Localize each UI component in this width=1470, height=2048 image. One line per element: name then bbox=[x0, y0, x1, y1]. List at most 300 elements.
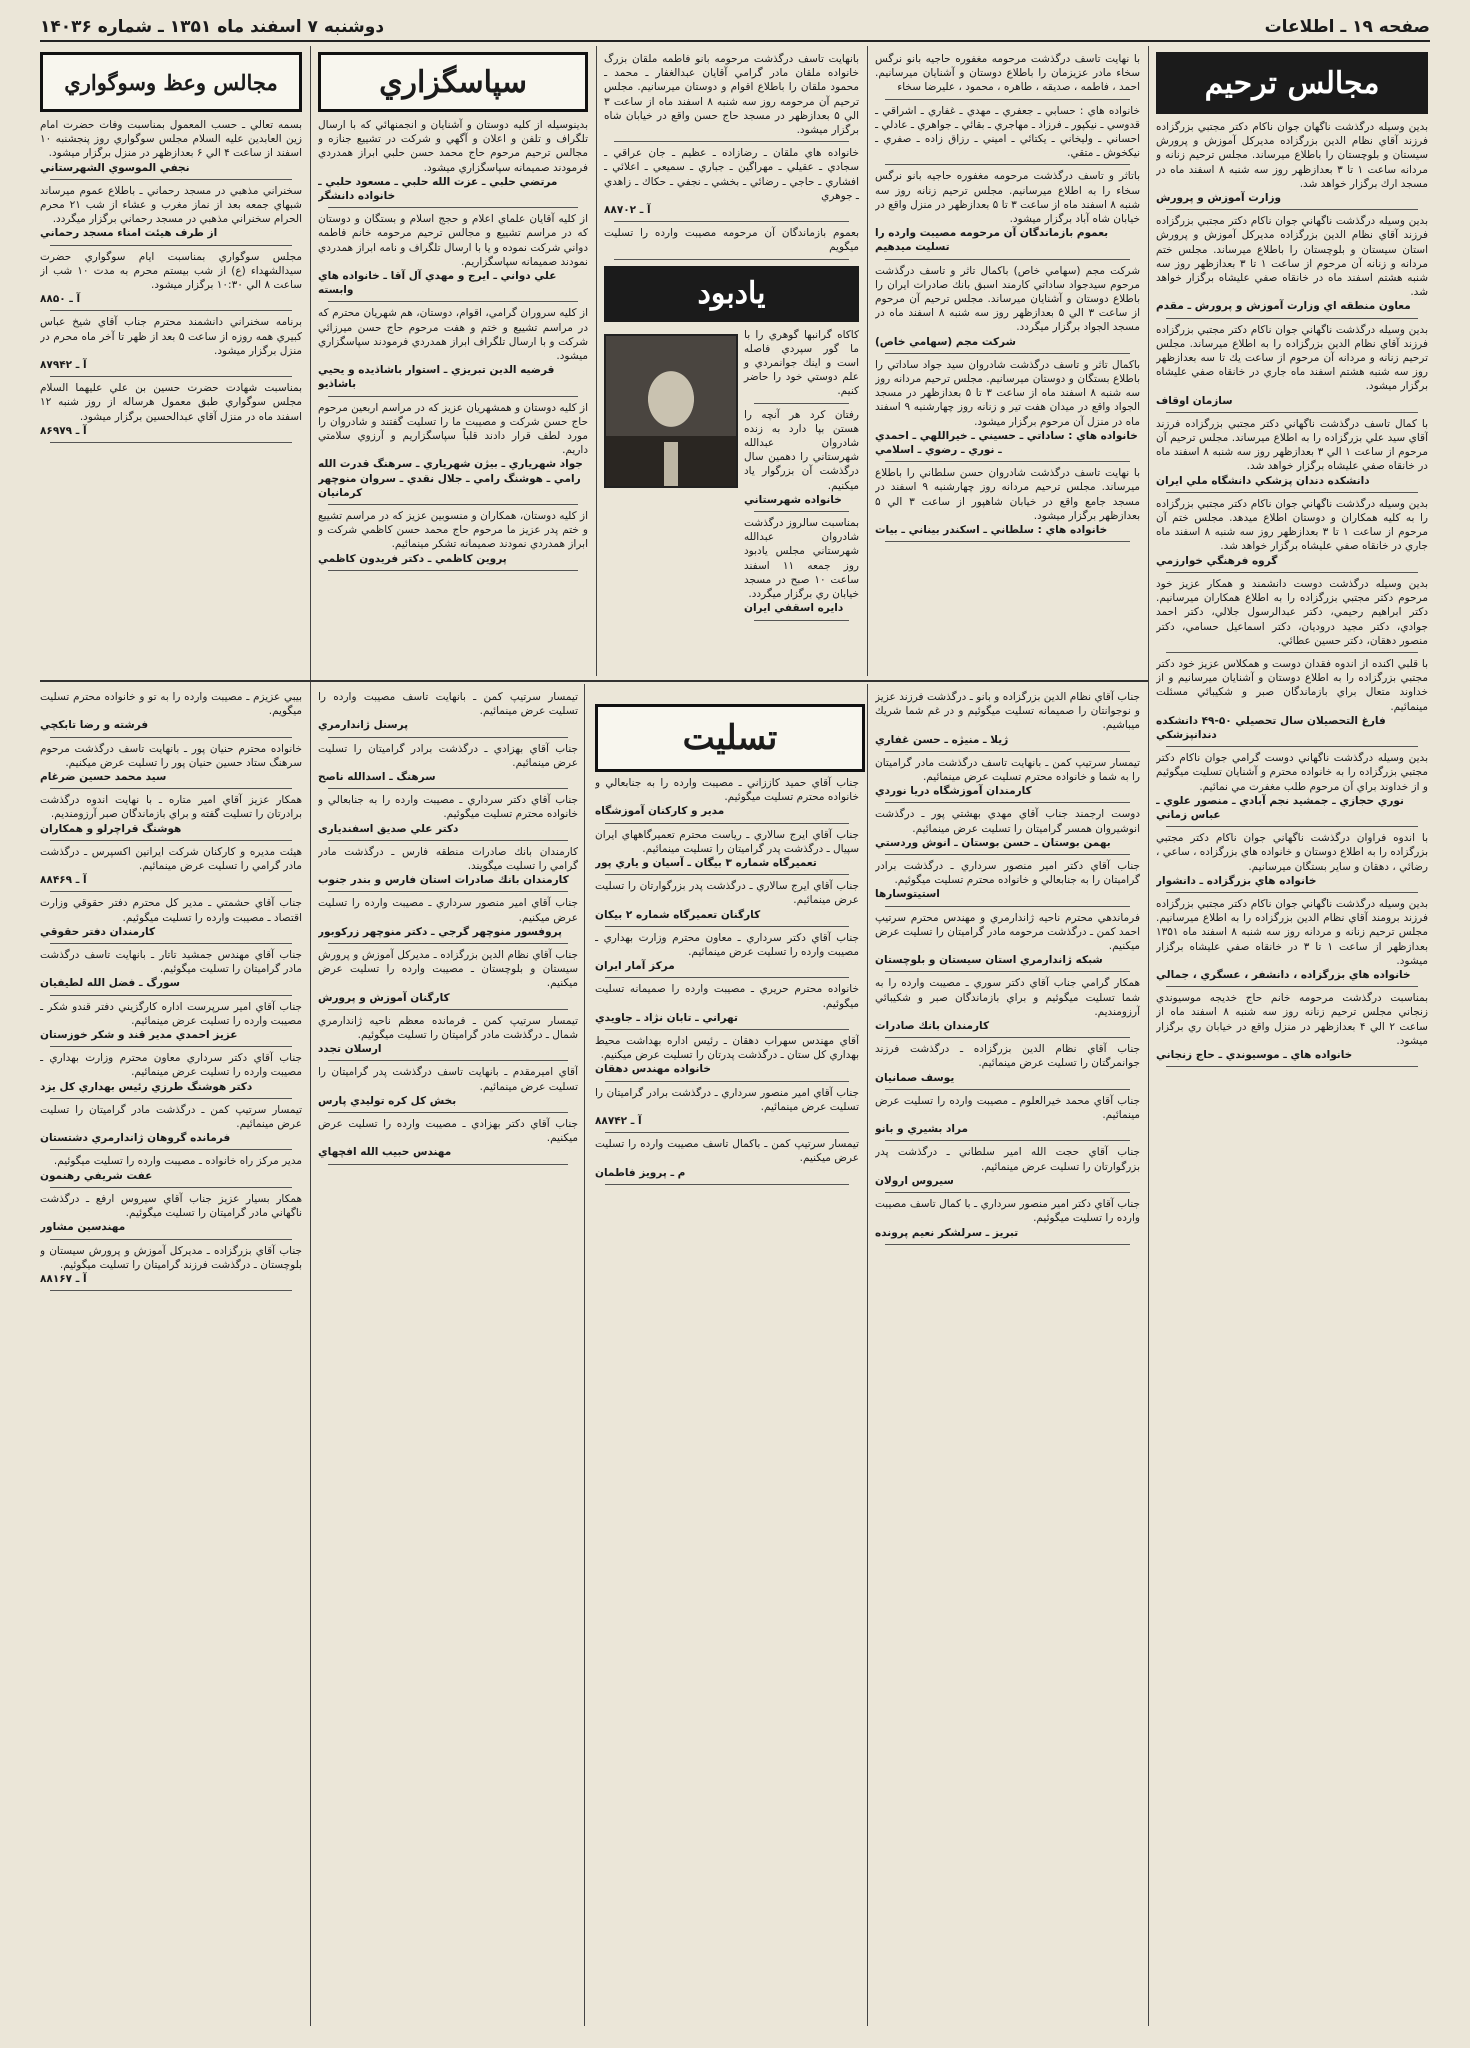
notice-signature: جواد شهرياري ـ بيژن شهرياري ـ سرهنگ قدرت الله رامي ـ هوشنگ رامي ـ جلال نقدي ـ سروان منوچهر كرمانيان bbox=[318, 458, 583, 499]
notice-item bbox=[875, 807, 1140, 850]
notice-item bbox=[1156, 751, 1428, 822]
notice-item bbox=[318, 306, 588, 391]
notice-separator bbox=[754, 511, 849, 512]
notice-text: بمناسبت سالروز درگذشت شادروان عبدالله شهرستاني مجلس يادبود روز جمعه ۱۱ اسفند ساعت ۱۰ صبح در مسجد خيابان ري برگزار ميگردد. bbox=[744, 517, 859, 601]
notice-signature: آ ـ ۸۸۷۴۲ bbox=[595, 1115, 642, 1128]
notice-item bbox=[604, 226, 859, 254]
notice-item bbox=[595, 1137, 859, 1180]
notice-text: با قلبي اكنده از اندوه فقدان دوست و همكلاس عزيز خود دكتر مجتبي بزرگزاده را به اطلاع دوستان و آشنايان ميرسانيم و از خداوند متعال براي بازماندگان صبر و شكيبائي مسئلت مينمائيم. bbox=[1156, 657, 1428, 713]
notice-text: بدين وسيله درگذشت ناگهاني دوست گرامي جوان ناكام دكتر مجتبي بزرگزاده را به خانواده محترم و آشنايان تسليت ميگوئيم و از خداوند براي آن مرحوم طلب مغفرت مي نمائيم. bbox=[1156, 752, 1428, 793]
notice-item bbox=[40, 1103, 302, 1146]
notice-signature: بهمن بوستان ـ حسن بوستان ـ انوش وردستي bbox=[875, 836, 1111, 849]
notice-signature: تهراني ـ تابان نژاد ـ جاويدي bbox=[595, 1011, 738, 1024]
notice-text: كارمندان بانك صادرات منطقه فارس ـ درگذشت مادر گرامي را تسليت ميگويند. bbox=[318, 845, 578, 873]
notice-separator bbox=[328, 1060, 568, 1061]
notice-item bbox=[595, 879, 859, 922]
notice-separator bbox=[328, 840, 568, 841]
notice-item bbox=[318, 1065, 578, 1108]
notice-separator bbox=[328, 207, 578, 208]
notice-signature: دايره اسقفي ايران bbox=[744, 602, 844, 615]
notice-separator bbox=[885, 751, 1130, 752]
notice-item bbox=[40, 381, 302, 438]
notice-item bbox=[875, 690, 1140, 747]
notice-signature: آ ـ ۸۸۵۰ bbox=[40, 293, 81, 306]
notice-signature: آ ـ ۸۸۷۰۲ bbox=[604, 204, 651, 217]
column-tarhim bbox=[1156, 52, 1428, 2027]
notice-separator bbox=[328, 301, 578, 302]
notice-text: تيمسار سرتيپ كمن ـ بانهايت تاسف مصيبت وارده را تسليت عرض مينمائيم. bbox=[318, 691, 578, 718]
notice-signature: آ ـ ۸۶۹۷۹ bbox=[40, 424, 87, 437]
notice-separator bbox=[1166, 746, 1418, 747]
column-notices-3 bbox=[604, 52, 859, 676]
notice-signature: مدير و كاركنان آموزشگاه bbox=[595, 805, 725, 818]
notice-signature: پروين كاظمي ـ دكتر فريدون كاظمي bbox=[318, 552, 507, 565]
notice-signature: خانواده هاي بزرگزاده ـ دانشوار bbox=[1156, 874, 1317, 887]
notice-separator bbox=[605, 1132, 849, 1133]
notice-signature: خانواده هاي : ساداتي ـ حسيني ـ خيراللهي ـ احمدي ـ نوري ـ رضوي ـ اسلامي bbox=[875, 429, 1138, 457]
notice-item bbox=[40, 118, 302, 175]
notice-signature: عفت شريفي رهنمون bbox=[40, 1169, 153, 1182]
notice-item bbox=[318, 401, 588, 500]
notice-item bbox=[595, 1034, 859, 1077]
notice-signature: فارغ التحصيلان سال تحصيلي ۵۰-۴۹ دانشكده دندانپزشكي bbox=[1156, 714, 1386, 741]
notice-separator bbox=[605, 1081, 849, 1082]
notice-separator bbox=[328, 943, 568, 944]
notice-text: جناب آقاي حجت الله امير سلطاني ـ درگذشت پدر بزرگوارتان را تسليت عرض مينمائيم. bbox=[875, 1146, 1140, 1173]
notice-text: خانواده هاي : حسابي ـ جعفري ـ مهدي ـ غفاري ـ اشراقي ـ قدوسي ـ نيكپور ـ فرزاد ـ مهاجري ـ بقائي ـ جواهري ـ عادلي ـ احساني ـ وليخاني ـ يكتائي ـ اميني ـ رزاق زاده ـ صفري ـ نيكخوش ـ متقي. bbox=[875, 104, 1140, 160]
notice-text: جناب آقاي حشمتي ـ مدير كل محترم دفتر حقوقي وزارت اقتصاد ـ مصيبت وارده را تسليت ميگوئيم. bbox=[40, 897, 302, 924]
notice-text: خانواده محترم حريري ـ مصيبت وارده را صميمانه تسليت ميگوئيم. bbox=[595, 983, 859, 1010]
notice-text: با نهايت تاسف درگذشت شادروان حسن سلطاني را باطلاع ميرساند. مجلس ترحيم مردانه روز چهارشنبه ۹ اسفند در مسجد جامع واقع در خيابان شاهپور از ساعت ۳ الي ۵ بعدازظهر برگزار ميشود. bbox=[875, 467, 1140, 522]
notice-separator bbox=[50, 245, 292, 246]
notice-item bbox=[875, 52, 1140, 95]
notice-item bbox=[604, 52, 859, 137]
notice-separator bbox=[50, 179, 292, 180]
notice-signature: آ ـ ۸۸۱۶۷ bbox=[40, 1272, 87, 1285]
notice-signature: بخش كل كره توليدي پارس bbox=[318, 1094, 457, 1107]
notice-text: بدين وسيله درگذشت ناگهاني جوان ناكام دكتر مجتبي بزرگزاده فرزند آقاي نظام الدين بزرگزاده مديركل آموزش و پرورش استان سيستان و بلوچستان را باطلاع ميرساند. مجلس ختم مردانه و زنانه آن مرحوم از ساعت ۱ تا ۳ بعدازظهر روز سه شنبه هشتم اسفند ماه در خانقاه صفي عليشاه برگزار خواهد شد. bbox=[1156, 215, 1428, 299]
notice-separator bbox=[50, 995, 292, 996]
notice-item bbox=[875, 1145, 1140, 1188]
notice-item bbox=[744, 328, 859, 399]
notice-separator bbox=[1166, 318, 1418, 319]
notice-separator bbox=[50, 376, 292, 377]
column-sepas bbox=[318, 52, 588, 676]
notice-item bbox=[40, 793, 302, 836]
notice-separator bbox=[1166, 986, 1418, 987]
notice-separator bbox=[754, 620, 849, 621]
notice-separator bbox=[328, 1164, 568, 1165]
notice-text: تيمسار سرتيپ كمن ـ درگذشت مادر گراميتان را تسليت عرض مينمائيم. bbox=[40, 1103, 302, 1131]
notice-separator bbox=[1166, 492, 1418, 493]
notice-separator bbox=[328, 737, 568, 738]
notice-text: جناب آقاي بزرگزاده ـ مديركل آموزش و پرورش سيستان و بلوچستان ـ درگذشت فرزند گراميتان را تسليت ميگوئيم. bbox=[40, 1244, 302, 1271]
notice-text: جناب آقاي امير سرپرست اداره كارگزيني دفتر قندو شكر ـ مصيبت وارده را تسليت عرض مينمائيم. bbox=[40, 1000, 302, 1027]
notice-text: بسمه تعالي ـ حسب المعمول بمناسبت وفات حضرت امام زين العابدين عليه السلام مجلس سوگواري روز پنجشنبه ۱۰ اسفند از ساعت ۴ الي ۶ بعدازظهر در منزل برگزار ميشود. bbox=[40, 119, 302, 160]
notice-item bbox=[875, 1094, 1140, 1137]
notice-text: كاكاه گرانبها گوهري را با ما گور سپردي فاصله است و اينك جوانمردي و علم دوستي خود را حاضر كنيم. bbox=[744, 328, 859, 398]
column-tasliat-left bbox=[318, 690, 578, 2025]
notice-text: جناب آقاي بهزادي ـ درگذشت برادر گراميتان را تسليت عرض مينمائيم. bbox=[318, 742, 578, 769]
notice-separator bbox=[885, 1244, 1130, 1245]
notice-item bbox=[604, 146, 859, 217]
notice-signature: دكتر هوشنگ طرزي رئيس بهداري كل يزد bbox=[40, 1080, 253, 1093]
notice-signature: وزارت آموزش و پرورش bbox=[1156, 192, 1282, 205]
notice-signature: شركت مجم (سهامي خاص) bbox=[875, 335, 1016, 348]
notice-signature: خانواده هاي : سلطاني ـ اسكندر بيناني ـ بيات bbox=[875, 524, 1108, 537]
notice-separator bbox=[614, 141, 849, 142]
column-notices-lower-left bbox=[40, 690, 302, 2025]
notice-signature: سرهنگ ـ اسدالله ناصح bbox=[318, 771, 436, 784]
notice-item bbox=[875, 756, 1140, 799]
notice-signature: سيروس ارولان bbox=[875, 1174, 954, 1187]
notice-text: جناب آقاي دكتر بهزادي ـ مصيبت وارده را تسليت عرض ميكنيم. bbox=[318, 1118, 578, 1145]
notice-signature: قرضيه الدين تبريزي ـ استوار باشاذيده و يحيي باشاذيو bbox=[318, 364, 555, 391]
portrait-photo bbox=[604, 334, 738, 488]
notice-signature: هوشنگ قراچرلو و همكاران bbox=[40, 822, 182, 835]
notice-item bbox=[1156, 497, 1428, 568]
notice-signature: خانواده هاي ـ موسيوندي ـ حاج زنجاني bbox=[1156, 1048, 1353, 1061]
notice-signature: كارگنان تعميرگاه شماره ۲ بيكان bbox=[595, 908, 761, 921]
notice-text: از كليه آقايان علماي اعلام و حجج اسلام و بستگان و دوستان كه در مراسم تشييع و مجالس ترحيم مرحومه خانم فاطمه دواني شركت نموده و يا با ارسال تلگراف و نامه ابراز همدردي نمودند صميمانه سپاسگزاريم. bbox=[318, 213, 588, 268]
notice-separator bbox=[50, 1149, 292, 1150]
column-notices-2 bbox=[875, 52, 1140, 676]
notice-separator bbox=[1166, 652, 1418, 653]
notice-text: خانواده هاي ملقان ـ رضازاده ـ عظيم ـ جان عراقي ـ سجادي ـ عقيلي ـ مهراگين ـ جباري ـ سميعي ـ اعلائي ـ افشاري ـ حاجي ـ رضائي ـ بخشي ـ نجفي ـ حكاك ـ زاهدي ـ جوهري bbox=[604, 147, 859, 202]
column-vaz bbox=[40, 52, 302, 676]
notice-separator bbox=[605, 926, 849, 927]
notice-signature: تبريز ـ سرلشكر نعيم پرونده bbox=[875, 1226, 1019, 1239]
notice-item bbox=[318, 793, 578, 836]
notice-item bbox=[318, 1117, 578, 1160]
notice-separator bbox=[50, 1098, 292, 1099]
notice-text: خانواده محترم حنيان پور ـ بانهايت تاسف درگذشت مرحوم سرهنگ ستاد حسين حنيان پور را تسليت عرض ميكنيم. bbox=[40, 742, 302, 769]
notice-text: تيمسار سرتيپ كمن ـ باكمال تاسف مصيبت وارده را تسليت عرض ميكنيم. bbox=[595, 1138, 859, 1165]
notice-signature: تعميرگاه شماره ۳ بيگان ـ آسيان و ياري پور bbox=[595, 857, 817, 870]
notice-text: جناب آقاي دكتر سرداري ـ معاون محترم وزارت بهداري ـ مصيبت وارده را تسليت عرض مينمائيم. bbox=[595, 931, 859, 959]
notice-text: سخنراني مذهبي در مسجد رحماني ـ باطلاع عموم ميرساند شبهاي جمعه بعد از نماز مغرب و عشاء از شب ۲۱ محرم الحرام سخنراني مذهبي در مسجد رحماني برگزار ميگردد. bbox=[40, 184, 302, 226]
notice-item bbox=[875, 466, 1140, 537]
notice-separator bbox=[754, 403, 849, 404]
notice-text: جناب آقاي مهندس جمشيد تاتار ـ بانهايت تاسف درگذشت مادر گراميتان را تسليت ميگوئيم. bbox=[40, 949, 302, 976]
notice-signature: نجفي الموسوي الشهرستاني bbox=[40, 161, 190, 174]
notice-signature: آ ـ ۸۷۹۴۲ bbox=[40, 359, 87, 372]
notice-item bbox=[875, 169, 1140, 254]
notice-text: باتاثر و تاسف درگذشت مرحومه مغفوره حاجيه بانو نرگس سخاء را به اطلاع ميرسانيم. مجلس ترحيم زنانه روز سه شنبه ۸ اسفند ماه از ساعت ۳ تا ۵ بعدازظهر در منزل واقع در خيابان شاه آباد برگزار ميشود. bbox=[875, 170, 1140, 226]
notice-item bbox=[875, 859, 1140, 902]
notice-separator bbox=[1166, 412, 1418, 413]
notice-signature: بعموم بازماندگان آن مرحومه مصيبت وارده را تسليت ميدهيم bbox=[875, 227, 1109, 254]
column-tasliat-middle bbox=[595, 776, 859, 2026]
notice-separator bbox=[605, 823, 849, 824]
page-header bbox=[40, 14, 1430, 42]
notice-text: بانهايت تاسف درگذشت مرحومه بانو فاطمه ملقان بزرگ خانواده ملقان مادر گرامي آقايان عبدالغفار ـ محمد ـ محمود ملقان را باطلاع اقوام و دوستان ميرسانيم. مجلس ترحيم آن مرحومه روز سه شنبه ۸ اسفند ماه از ساعت ۳ الي ۵ بعدازظهر در مسجد حاج حسن واقع در خيابان شاه برگزار ميشود. bbox=[604, 53, 859, 137]
notice-item bbox=[1156, 417, 1428, 488]
notice-item bbox=[40, 1192, 302, 1235]
notice-separator bbox=[50, 788, 292, 789]
notice-separator bbox=[328, 504, 578, 505]
banner-vaz: مجالس وعظ وسوگواري bbox=[40, 52, 302, 112]
notice-item bbox=[744, 516, 859, 615]
notice-item bbox=[318, 845, 578, 888]
notice-text: آقاي اميرمقدم ـ بانهايت تاسف درگذشت پدر گراميتان را تسليت عرض مينمائيم. bbox=[318, 1066, 578, 1093]
notice-signature: گروه فرهنگي خوارزمي bbox=[1156, 554, 1278, 567]
notice-item bbox=[875, 976, 1140, 1033]
notice-item bbox=[1156, 897, 1428, 982]
notice-text: بدين وسيله درگذشت دوست دانشمند و همكار عزيز خود مرحوم دكتر مجتبي بزرگزاده را به اطلاع همكاران ميرسانيم. دكتر ابراهيم رحيمي، دكتر عبدالرسول جلالي، دكتر احمد جوادي، دكتر مجيد درودیان، دكتر اسماعيل حسامي، دكتر منصور دهقان، دكتر حسين عطائي. bbox=[1156, 577, 1428, 647]
notice-text: جناب آقاي ايرج سالاري ـ رياست محترم تعميرگاههاي ايران سپيال ـ درگذشت پدر گراميتان را تسليت مينمائيم. bbox=[595, 828, 859, 855]
notice-signature: كارمندان آموزشگاه دريا نوردي bbox=[875, 785, 1032, 798]
notice-item bbox=[318, 896, 578, 939]
notice-signature: مهندسين مشاور bbox=[40, 1221, 126, 1234]
notice-item bbox=[40, 250, 302, 307]
notice-item bbox=[744, 408, 859, 507]
notice-signature: سيد محمد حسين ضرغام bbox=[40, 771, 167, 784]
notice-item bbox=[1156, 214, 1428, 313]
notice-text: جناب آقاي امير منصور سرداري ـ درگذشت برادر گراميتان را تسليت عرض مينمائيم. bbox=[595, 1086, 859, 1113]
notice-text: فرماندهي محترم ناحيه ژاندارمري و مهندس محترم سرتيپ احمد كمن ـ درگذشت مرحومه مادر گراميتان را تسليت عرض ميكنيم. bbox=[875, 911, 1140, 953]
notice-signature: م ـ پرويز فاطمان bbox=[595, 1166, 686, 1179]
notice-signature: خانواده مهندس دهقان bbox=[595, 1063, 711, 1076]
notice-separator bbox=[50, 1239, 292, 1240]
notice-item bbox=[40, 315, 302, 372]
notice-separator bbox=[50, 891, 292, 892]
notice-signature: آ ـ ۸۸۴۶۹ bbox=[40, 874, 87, 887]
notice-separator bbox=[885, 1089, 1130, 1090]
notice-signature: دانشكده دندان پزشكي دانشگاه ملي ايران bbox=[1156, 474, 1370, 487]
notice-item bbox=[875, 911, 1140, 968]
notice-signature: ژيلا ـ منيژه ـ حسن غفاري bbox=[875, 733, 1009, 746]
notice-item bbox=[875, 264, 1140, 349]
notice-signature: كارمندان دفتر حقوقي bbox=[40, 925, 156, 938]
notice-text: بدينوسيله از كليه دوستان و آشنايان و انجمنهائي كه با ارسال تلگراف و تلفن و اعلان و آگهي و شركت در تشييع جنازه و مجالس ترحيم مرحوم حاج محمد حسن حلبي ابراز همدردي فرمودند صميمانه سپاسگزاري ميشود. bbox=[318, 119, 588, 174]
notice-item bbox=[595, 776, 859, 819]
notice-text: بدين وسيله درگذشت ناگهاني جوان ناكام دكتر مجتبي بزرگزاده فرزند برومند آقاي نظام الدين بزرگزاده را به اطلاع ميرسانيم. مجلس ترحيم زنانه و مردانه روز سه شنبه ۸ اسفند ماه ۱۳۵۱ بعدازظهر از ساعت ۱ تا ۳ در خانقاه صفي عليشاه برگزار ميشود. bbox=[1156, 897, 1428, 967]
banner-yadbood: يادبود bbox=[604, 266, 859, 322]
notice-signature: مهندس حبيب الله افچهاي bbox=[318, 1146, 452, 1159]
notice-text: از كليه سروران گرامي، اقوام، دوستان، هم شهريان محترم كه در مراسم تشييع و ختم و هفت مرحوم حاج حسن ميرزائي شركت و با ارسال تلگراف ابراز همدردي فرمودند سپاسگزاري ميشود. bbox=[318, 307, 588, 363]
notice-text: بدين وسيله درگذشت ناگهاني جوان ناكام دكتر مجتبي بزرگزاده فرزند آقاي نظام الدين بزرگزاده را به اطلاع ميرساند. مجلس ترحيم زنانه و مردانه آن مرحوم از ساعت يك تا سه بعدازظهر روز سه شنبه هشتم اسفند ماه جاري در خانقاه صفي عليشاه برگزار ميشود. bbox=[1156, 323, 1428, 393]
notice-item bbox=[318, 948, 578, 1005]
notice-separator bbox=[328, 1009, 568, 1010]
notice-text: بدين وسيله درگذشت ناگهاني جوان ناكام دكتر مجتبي بزرگزاده را به كليه همكاران و دوستان اطلاع ميدهد. مجلس ختم آن مرحوم از ساعت ۱ تا ۳ بعدازظهر روز سه شنبه ۸ اسفند ماه جاري در خانقاه صفي عليشاه برگزار خواهد شد. bbox=[1156, 497, 1428, 553]
notice-item bbox=[40, 1000, 302, 1043]
notice-separator bbox=[328, 788, 568, 789]
notice-text: مدير مركز راه خانواده ـ مصيبت وارده را تسليت ميگوئيم. bbox=[53, 1155, 302, 1168]
column-tasliat-right bbox=[875, 690, 1140, 2025]
notice-text: آقاي مهندس سهراب دهقان ـ رئيس اداره بهداشت محيط بهداري كل ستان ـ درگذشت پدرتان را تسليت عرض ميكنيم. bbox=[595, 1035, 859, 1062]
notice-text: از كليه دوستان و همشهريان عزيز كه در مراسم اربعين مرحوم حاج حسن شركت و مصيبت ما را تسليت گفتند و شادروان را مورد لطف قرار دادند قلباً سپاسگزاريم و آرزوي سلامتي داريم. bbox=[318, 401, 588, 457]
notice-item bbox=[595, 1086, 859, 1129]
notice-separator bbox=[328, 1112, 568, 1113]
notice-separator bbox=[605, 1029, 849, 1030]
notice-separator bbox=[614, 259, 849, 260]
notice-separator bbox=[885, 1192, 1130, 1193]
notice-separator bbox=[328, 396, 578, 397]
notice-signature: فرمانده گروهان ژاندارمري دشتستان bbox=[40, 1132, 231, 1145]
notice-signature: علي دواني ـ ايرج و مهدي آل آقا ـ خانواده هاي وابسته bbox=[318, 270, 557, 297]
notice-separator bbox=[885, 1037, 1130, 1038]
notice-item bbox=[595, 931, 859, 974]
notice-text: بمناسبت شهادت حضرت حسين بن علي عليهما السلام مجلس سوگواري طبق معمول هرساله از روز شنبه ۱۲ اسفند ماه در منزل آقاي عبدالحسين برگزار ميشود. bbox=[40, 382, 302, 423]
notice-item bbox=[40, 742, 302, 785]
notice-text: تيمسار سرتيپ كمن ـ فرمانده معظم ناحيه ژاندارمري شمال ـ درگذشت مادر گراميتان را تسليت ميگوئيم. bbox=[318, 1014, 578, 1042]
notice-separator bbox=[1166, 1066, 1418, 1067]
notice-signature: پروفسور منوچهر گرجي ـ دكتر منوچهر زركوبور bbox=[318, 925, 563, 938]
notice-separator bbox=[1166, 892, 1418, 893]
notice-text: جناب آقاي ايرج سالاري ـ درگذشت پدر بزرگوارتان را تسليت عرض مينمائيم. bbox=[595, 880, 859, 907]
notice-signature: مرتضي حلبي ـ عزت الله حلبي ـ مسعود حلبي ـ خانواده دانشگر bbox=[318, 175, 558, 203]
notice-separator bbox=[50, 1046, 292, 1047]
notice-item bbox=[40, 948, 302, 991]
notice-separator bbox=[885, 164, 1130, 165]
notice-item bbox=[1156, 831, 1428, 888]
notice-item bbox=[318, 742, 578, 785]
notice-signature: دكتر علي صديق اسفنديارى bbox=[318, 822, 459, 835]
notice-text: با نهايت تاسف درگذشت مرحومه مغفوره حاجيه بانو نرگس سخاء مادر عزيزمان را باطلاع دوستان و آشنايان ميرسانيم. احمد ، فاطمه ، صديقه ، طاهره ، محمود ، عليرضا سخاء bbox=[875, 53, 1140, 94]
notice-text: بعموم بازماندگان آن مرحومه مصيبت وارده را تسليت ميگويم bbox=[604, 227, 859, 254]
issue-date: دوشنبه ۷ اسفند ماه ۱۳۵۱ ـ شماره ۱۴۰۳۶ bbox=[40, 17, 385, 37]
notice-text: برنامه سخنراني دانشمند محترم جناب آقاي شيخ عباس كبيري همه روزه از ساعت ۵ بعد از ظهر تا آخر ماه محرم در منزل برگزار ميشود. bbox=[40, 316, 302, 357]
notice-item bbox=[318, 690, 578, 733]
notice-item bbox=[875, 104, 1140, 161]
notice-item bbox=[875, 1197, 1140, 1240]
notice-signature: خانواده هاي بزرگزاده ، دانشفر ، عسگري ، جمالي bbox=[1156, 968, 1411, 981]
notice-item bbox=[40, 184, 302, 241]
notice-separator bbox=[50, 310, 292, 311]
notice-text: هيئت مديره و كاركنان شركت ايرانين اكسپرس ـ درگذشت مادر گرامي را تسليت عرض مينمائيم. bbox=[40, 845, 302, 873]
notice-item bbox=[318, 1014, 578, 1057]
notice-separator bbox=[50, 737, 292, 738]
notice-signature: معاون منطقه اي وزارت آموزش و پرورش ـ مقدم bbox=[1156, 300, 1411, 313]
notice-separator bbox=[885, 259, 1130, 260]
notice-item bbox=[1156, 323, 1428, 408]
banner-tasliat: تسليت bbox=[595, 704, 865, 772]
notice-signature: پرسنل ژاندارمري bbox=[318, 719, 409, 732]
banner-tarhim: مجالس ترحيم bbox=[1156, 52, 1428, 114]
notice-separator bbox=[1166, 209, 1418, 210]
notice-text: جناب آقاي دكتر امير منصور سرداري ـ درگذشت برادر گراميتان را به جنابعالي و خانواده محترم تسليت ميگوئيم. bbox=[875, 860, 1140, 887]
notice-separator bbox=[885, 802, 1130, 803]
notice-signature: يوسف صمانيان bbox=[875, 1071, 955, 1084]
notice-signature: نوري حجازي ـ جمشيد نجم آبادي ـ منصور علوي ـ عباس زماني bbox=[1156, 794, 1404, 821]
notice-text: جناب آقاي دكتر سرداري معاون محترم وزارت بهداري ـ مصيبت وارده را تسليت عرض مينمائيم. bbox=[40, 1052, 302, 1079]
notice-item bbox=[40, 845, 302, 888]
notice-item bbox=[1156, 577, 1428, 648]
notice-signature: كارمندان بانك صادرات bbox=[875, 1020, 990, 1033]
notice-text: شركت مجم (سهامي خاص) باكمال تاثر و تاسف درگذشت مرحوم سيدجواد ساداتي كارمند اسبق بانك صادرات ايران را باطلاع دوستان و آشنايان ميرساند. مجلس ترحيم آن مرحوم از ساعت ۳ الي ۵ بعدازظهر روز سه شنبه ۸ اسفند ماه در مسجد الجواد برگزار ميگردد. bbox=[875, 264, 1140, 334]
notice-signature: مراد بشيري و بانو bbox=[875, 1123, 968, 1136]
notice-text: همكار بسيار عزيز جناب آقاي سيروس ارفع ـ درگذشت ناگهاني مادر گراميتان را تسليت ميگوئيم. bbox=[40, 1192, 302, 1220]
notice-text: جناب آقاي محمد خيرالعلوم ـ مصيبت وارده را تسليت عرض مينمائيم. bbox=[875, 1094, 1140, 1122]
notice-separator bbox=[605, 1184, 849, 1185]
notice-signature: سورگ ـ فضل الله لطيفيان bbox=[40, 977, 180, 990]
notice-item bbox=[595, 982, 859, 1025]
notice-text: دوست ارجمند جناب آقاي مهدي بهشتي پور ـ درگذشت انوشيروان همسر گراميتان را تسليت عرض مينمائيم. bbox=[875, 808, 1140, 835]
notice-signature: از طرف هيئت امناء مسجد رحماني bbox=[40, 227, 218, 240]
notice-text: همكار گرامي جناب آقاي دكتر سوري ـ مصيبت وارده را به شما تسليت ميگوئيم و براي بازماندگان صبر و شكيبائي آرزومنديم. bbox=[875, 977, 1140, 1018]
notice-text: بمناسبت درگذشت مرحومه خانم حاج خديجه موسيوندي زنجاني مجلس ترحيم زنانه روز سه شنبه ۸ اسفند ماه از ساعت ۲ الي ۴ بعدازظهر در منزل واقع در خيابان ري برگزار ميشود. bbox=[1156, 992, 1428, 1047]
notice-signature: شبكه ژاندارمري استان سيستان و بلوچستان bbox=[875, 954, 1103, 967]
notice-text: رفتان كرد هر آنچه را هستن بپا دارد به زنده شادروان عبدالله شهرستاني را دهمين سال درگذشت آن بزرگوار ياد ميكنيم. bbox=[744, 408, 859, 492]
notice-item bbox=[1156, 120, 1428, 205]
notice-item bbox=[595, 828, 859, 871]
notice-text: تيمسار سرتيپ كمن ـ بانهايت تاسف درگذشت مادر گراميتان را به شما و خانواده محترم تسليت عرض مينمائيم. bbox=[875, 756, 1140, 784]
notice-item bbox=[875, 358, 1140, 457]
notice-text: از كليه دوستان، همكاران و منسوبين عزيز كه در مراسم تشييع و ختم پدر عزيز ما مرحوم حاج محمد حسن كاظمي شركت و ابراز همدردي نمودند صميمانه تشكر مينمائيم. bbox=[318, 510, 588, 551]
page-number: صفحه ۱۹ ـ اطلاعات bbox=[1264, 17, 1430, 37]
notice-signature: ارسلان تجدد bbox=[318, 1043, 382, 1056]
notice-signature: كارمندان بانك صادرات استان فارس و بندر جنوب bbox=[318, 874, 569, 887]
notice-separator bbox=[1166, 826, 1418, 827]
notice-signature: فرشته و رضا تابكچي bbox=[40, 719, 149, 732]
notice-separator bbox=[885, 1140, 1130, 1141]
notice-signature: سازمان اوقاف bbox=[1156, 394, 1233, 407]
notice-text: باكمال تاثر و تاسف درگذشت شادروان سيد جواد ساداتي را باطلاع بستگان و دوستان ميرسانيم. مجلس ترحيم مردانه روز سه شنبه ۸ اسفند ماه از ساعت ۳ تا ۵ بعدازظهر در مسجد الجواد واقع در ميدان هفت تير و زنانه روز چهارشنبه ۹ اسفند ماه در منزل آن مرحوم برگزار ميشود. bbox=[875, 358, 1140, 428]
notice-separator bbox=[328, 891, 568, 892]
notice-item bbox=[1156, 991, 1428, 1062]
notice-signature: عزيز احمدي مدير قند و شكر خوزستان bbox=[40, 1029, 238, 1042]
notice-separator bbox=[885, 854, 1130, 855]
notice-text: جناب آقاي دكتر سرداري ـ مصيبت وارده را به جنابعالي و خانواده محترم تسليت ميگوئيم. bbox=[318, 794, 578, 821]
notice-separator bbox=[605, 874, 849, 875]
notice-text: جناب آقاي امير منصور سرداري ـ مصيبت وارده را تسليت عرض ميكنيم. bbox=[318, 897, 578, 924]
notice-text: جناب آقاي نظام الدين بزرگزاده ـ درگذشت فرزند جوانمرگتان را تسليت عرض مينمائيم. bbox=[875, 1043, 1140, 1070]
notice-separator bbox=[50, 943, 292, 944]
notice-text: جناب آقاي نظام الدين بزرگزاده و بانو ـ درگذشت فرزند عزيز و نوجوانتان را صميمانه تسليت ميگوئيم و در غم شما شريك ميباشيم. bbox=[875, 691, 1140, 732]
notice-separator bbox=[614, 221, 849, 222]
notice-separator bbox=[885, 353, 1130, 354]
notice-separator bbox=[50, 442, 292, 443]
notice-separator bbox=[885, 461, 1130, 462]
notice-item bbox=[40, 1051, 302, 1094]
notice-text: بدين وسيله درگذشت ناگهان جوان ناكام دكتر مجتبي بزرگزاده فرزند آقاي نظام الدين بزرگزاده مديركل آموزش و پرورش سيستان و بلوچستان را باطلاع ميرساند. مجلس ترحيم زنانه و مردانه ساعت ۱ تا ۳ بعدازظهر روز سه شنبه ۸ اسفند ماه در مسجد ارك برگزار خواهد شد. bbox=[1156, 121, 1428, 190]
notice-signature: مركز آمار ايران bbox=[595, 960, 675, 973]
notice-item bbox=[40, 896, 302, 939]
notice-item bbox=[875, 1042, 1140, 1085]
notice-item bbox=[40, 1244, 302, 1287]
notice-text: همكار عزيز آقاي امير متاره ـ با نهايت اندوه درگذشت برادرتان را تسليت گفته و براي بازماندگان صبر آرزومنديم. bbox=[40, 794, 302, 821]
notice-text: با كمال تاسف درگذشت ناگهاني دكتر مجتبي بزرگزاده فرزند آقاي سيد علي بزرگزاده را به اطلاع ميرساند. مجلس ترحيم آن مرحوم از ساعت ۱ الي ۳ بعدازظهر روز سه شنبه ۸ اسفند ماه در خانقاه صفي عليشاه برگزار خواهد شد. bbox=[1156, 417, 1428, 473]
banner-sepas: سپاسگزاري bbox=[318, 52, 588, 112]
notice-separator bbox=[50, 840, 292, 841]
notice-separator bbox=[885, 971, 1130, 972]
notice-text: مجلس سوگواري بمناسبت ايام سوگواري حضرت سيدالشهداء (ع) از شب بيستم محرم به مدت ۱۰ شب از ساعت ۸ الي ۱۰:۳۰ برگزار ميشود. bbox=[40, 250, 302, 292]
notice-text: جناب آقاي حميد كاززاني ـ مصيبت وارده را به جنابعالي و خانواده محترم تسليت ميگوئيم. bbox=[595, 777, 859, 804]
notice-separator bbox=[605, 977, 849, 978]
notice-separator bbox=[885, 541, 1130, 542]
notice-signature: استيتوسارها bbox=[875, 888, 940, 901]
notice-separator bbox=[885, 906, 1130, 907]
notice-separator bbox=[885, 99, 1130, 100]
notice-separator bbox=[328, 570, 578, 571]
notice-separator bbox=[50, 1187, 292, 1188]
notice-text: جناب آقاي دكتر امير منصور سرداري ـ با كمال تاسف مصيبت وارده را تسليت ميگوئيم. bbox=[875, 1198, 1140, 1225]
notice-separator bbox=[50, 1290, 292, 1291]
notice-text: با اندوه فراوان درگذشت ناگهاني جوان ناكام دكتر مجتبي بزرگزاده را به اطلاع دوستان و خانواده هاي بزرگزاده ، ساعي ، رضائي ، دهقان و ساير بستگان ميرسانيم. bbox=[1156, 832, 1428, 873]
notice-signature: خانواده شهرستاني bbox=[744, 493, 842, 506]
notice-item bbox=[1156, 657, 1428, 742]
notice-signature: كارگنان آموزش و پرورش bbox=[318, 991, 450, 1004]
notice-text: جناب آقاي نظام الدين بزرگزاده ـ مديركل آموزش و پرورش سيستان و بلوچستان ـ مصيبت وارده را تسليت عرض ميكنيم. bbox=[318, 949, 578, 990]
notice-text: بيبي عزيزم ـ مصيبت وارده را به تو و خانواده محترم تسليت ميگويم. bbox=[40, 691, 302, 718]
notice-item bbox=[318, 212, 588, 297]
notice-item bbox=[40, 690, 302, 733]
notice-separator bbox=[1166, 572, 1418, 573]
notice-item bbox=[318, 118, 588, 203]
notice-item bbox=[318, 509, 588, 566]
notice-item bbox=[40, 1154, 302, 1182]
